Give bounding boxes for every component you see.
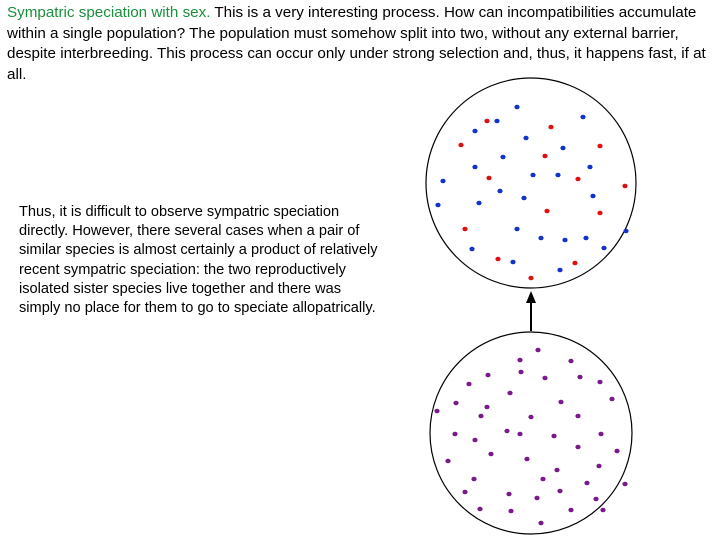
red-individual-dot [484,119,489,124]
purple-individual-dot [540,477,545,482]
purple-individual-dot [600,508,605,513]
blue-individual-dot [523,136,528,141]
blue-individual-dot [476,201,481,206]
blue-individual-dot [583,236,588,241]
red-individual-dot [597,144,602,149]
blue-individual-dot [472,129,477,134]
blue-individual-dot [497,189,502,194]
purple-individual-dot [557,489,562,494]
purple-individual-dot [517,432,522,437]
purple-individual-dot [484,405,489,410]
blue-individual-dot [562,238,567,243]
purple-individual-dot [534,496,539,501]
purple-individual-dot [598,432,603,437]
purple-individual-dot [478,414,483,419]
blue-individual-dot [510,260,515,265]
blue-individual-dot [472,165,477,170]
blue-individual-dot [469,247,474,252]
blue-individual-dot [538,236,543,241]
red-individual-dot [462,227,467,232]
purple-individual-dot [506,492,511,497]
blue-individual-dot [435,203,440,208]
blue-individual-dot [521,196,526,201]
purple-individual-dot [622,482,627,487]
red-individual-dot [458,143,463,148]
purple-individual-dot [445,459,450,464]
purple-individual-dot [554,468,559,473]
ancestral-population-dots [434,348,627,526]
evolution-arrow [526,291,536,331]
blue-individual-dot [514,227,519,232]
purple-individual-dot [507,391,512,396]
blue-individual-dot [440,179,445,184]
purple-individual-dot [528,415,533,420]
red-individual-dot [622,184,627,189]
purple-individual-dot [466,382,471,387]
red-individual-dot [542,154,547,159]
red-individual-dot [575,177,580,182]
red-individual-dot [572,261,577,266]
blue-individual-dot [601,246,606,251]
purple-individual-dot [504,429,509,434]
intro-highlight: Sympatric speciation with sex. [7,4,211,21]
red-individual-dot [597,211,602,216]
purple-individual-dot [518,370,523,375]
body-paragraph: Thus, it is difficult to observe sympatric speciation directly. However, there several cases when a pair of similar species is almost certainly a product of relatively recent sympatric speciation: the two reproductively isolated sister species live together and there was simply no place for them to go to speciate allopatrically. [19,204,378,317]
blue-individual-dot [494,119,499,124]
purple-individual-dot [453,401,458,406]
blue-individual-dot [590,194,595,199]
blue-individual-dot [560,146,565,151]
intro-text: This is a very interesting process. How can incompatibilities accumulate within a single population? The population must somehow split into two, without any external barrier, despite interbreeding. This process can occur only under strong selection and, thus, it happens fast, if at all. [7,4,706,83]
purple-individual-dot [558,400,563,405]
purple-individual-dot [609,397,614,402]
blue-individual-dot [587,165,592,170]
blue-individual-dot [557,268,562,273]
purple-individual-dot [462,490,467,495]
blue-individual-dot [514,105,519,110]
purple-individual-dot [542,376,547,381]
purple-individual-dot [551,434,556,439]
purple-individual-dot [568,508,573,513]
purple-individual-dot [477,507,482,512]
purple-individual-dot [517,358,522,363]
blue-individual-dot [555,173,560,178]
blue-individual-dot [623,229,628,234]
purple-individual-dot [568,359,573,364]
purple-individual-dot [593,497,598,502]
purple-individual-dot [485,373,490,378]
purple-individual-dot [596,464,601,469]
purple-individual-dot [584,481,589,486]
purple-individual-dot [471,477,476,482]
purple-individual-dot [575,414,580,419]
blue-individual-dot [580,115,585,120]
red-individual-dot [548,125,553,130]
split-population-circle [426,78,636,288]
purple-individual-dot [434,409,439,414]
purple-individual-dot [524,457,529,462]
purple-individual-dot [488,452,493,457]
purple-individual-dot [508,509,513,514]
purple-individual-dot [538,521,543,526]
red-individual-dot [495,257,500,262]
red-individual-dot [528,276,533,281]
purple-individual-dot [614,449,619,454]
blue-individual-dot [500,155,505,160]
purple-individual-dot [577,375,582,380]
blue-individual-dot [530,173,535,178]
purple-individual-dot [452,432,457,437]
purple-individual-dot [472,438,477,443]
purple-individual-dot [535,348,540,353]
split-population-dots [435,105,628,281]
red-individual-dot [544,209,549,214]
purple-individual-dot [597,380,602,385]
red-individual-dot [486,176,491,181]
purple-individual-dot [575,445,580,450]
